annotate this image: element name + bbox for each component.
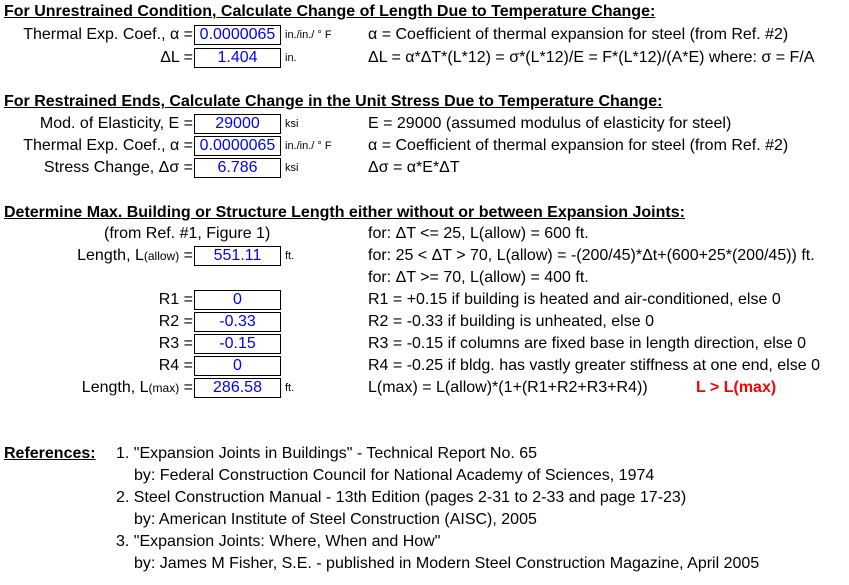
reference-line: by: Federal Construction Council for National Academy of Sciences, 1974 (134, 467, 655, 484)
stress-change-note: Δσ = α*E*ΔT (368, 159, 460, 176)
reference-line: 2. Steel Construction Manual - 13th Edition (pages 2-31 to 2-33 and page 17-23) (116, 489, 687, 506)
allow-length-label: Length, L(allow) = (77, 247, 193, 264)
r1-field[interactable]: 0 (194, 290, 281, 310)
r2-note: R2 = -0.33 if building is unheated, else 0 (368, 313, 654, 330)
thermal-coef-field[interactable]: 0.0000065 (194, 25, 281, 45)
r1-note: R1 = +0.15 if building is heated and air-conditioned, else 0 (368, 291, 781, 308)
thermal-coef-label: Thermal Exp. Coef., α = (23, 26, 193, 43)
unrestrained-header: For Unrestrained Condition, Calculate Change of Length Due to Temperature Change: (4, 3, 656, 20)
stress-change-field[interactable]: 6.786 (194, 158, 281, 178)
r4-field[interactable]: 0 (194, 356, 281, 376)
elasticity-label: Mod. of Elasticity, E = (39, 115, 193, 132)
r3-note: R3 = -0.15 if columns are fixed base in length direction, else 0 (368, 335, 807, 352)
elasticity-field[interactable]: 29000 (194, 114, 281, 134)
r1-label: R1 = (158, 291, 193, 308)
stress-change-unit: ksi (285, 162, 299, 174)
reference-line: 3. "Expansion Joints: Where, When and How" (116, 533, 441, 550)
elasticity-note: E = 29000 (assumed modulus of elasticity for steel) (368, 115, 732, 132)
max-length-formula: L(max) = L(allow)*(1+(R1+R2+R3+R4)) (368, 379, 648, 396)
thermal-coef2-unit: in./in./ ° F (285, 140, 332, 152)
r3-field[interactable]: -0.15 (194, 334, 281, 354)
stress-change-label: Stress Change, Δσ = (43, 159, 193, 176)
max-length-label: Length, L(max) = (81, 379, 193, 396)
delta-l-label: ΔL = (160, 49, 193, 66)
reference-line: by: American Institute of Steel Construction (AISC), 2005 (134, 511, 537, 528)
max-length-field[interactable]: 286.58 (194, 378, 281, 398)
r3-label: R3 = (158, 335, 193, 352)
references-title: References: (4, 445, 96, 462)
delta-l-unit: in. (285, 52, 297, 64)
ref-note: (from Ref. #1, Figure 1) (104, 225, 271, 242)
result-flag: L > L(max) (696, 379, 777, 396)
maxlength-header: Determine Max. Building or Structure Length either without or between Expansion Joints: (4, 204, 685, 221)
allow-length-unit: ft. (285, 250, 295, 262)
reference-line: by: James M Fisher, S.E. - published in Modern Steel Construction Magazine, April 2005 (134, 555, 760, 572)
r4-label: R4 = (158, 357, 193, 374)
condition-2: for: 25 < ΔT > 70, L(allow) = -(200/45)*Δt+(600+25*(200/45)) ft. (368, 247, 815, 264)
delta-l-note: ΔL = α*ΔT*(L*12) = σ*(L*12)/E = F*(L*12)/(A*E) where: σ = F/A (368, 49, 815, 66)
reference-line: 1. "Expansion Joints in Buildings" - Technical Report No. 65 (116, 445, 538, 462)
thermal-coef-unit: in./in./ ° F (285, 29, 332, 41)
r2-field[interactable]: -0.33 (194, 312, 281, 332)
thermal-coef2-note: α = Coefficient of thermal expansion for steel (from Ref. #2) (368, 137, 789, 154)
r2-label: R2 = (158, 313, 193, 330)
allow-length-field[interactable]: 551.11 (194, 246, 281, 266)
restrained-header: For Restrained Ends, Calculate Change in the Unit Stress Due to Temperature Change: (4, 93, 663, 110)
elasticity-unit: ksi (285, 118, 299, 130)
condition-3: for: ΔT >= 70, L(allow) = 400 ft. (368, 269, 589, 286)
thermal-coef2-field[interactable]: 0.0000065 (194, 136, 281, 156)
thermal-coef2-label: Thermal Exp. Coef., α = (23, 137, 193, 154)
r4-note: R4 = -0.25 if bldg. has vastly greater stiffness at one end, else 0 (368, 357, 820, 374)
delta-l-field[interactable]: 1.404 (194, 48, 281, 68)
condition-1: for: ΔT <= 25, L(allow) = 600 ft. (368, 225, 589, 242)
max-length-unit: ft. (285, 382, 295, 394)
thermal-coef-note: α = Coefficient of thermal expansion for steel (from Ref. #2) (368, 26, 789, 43)
